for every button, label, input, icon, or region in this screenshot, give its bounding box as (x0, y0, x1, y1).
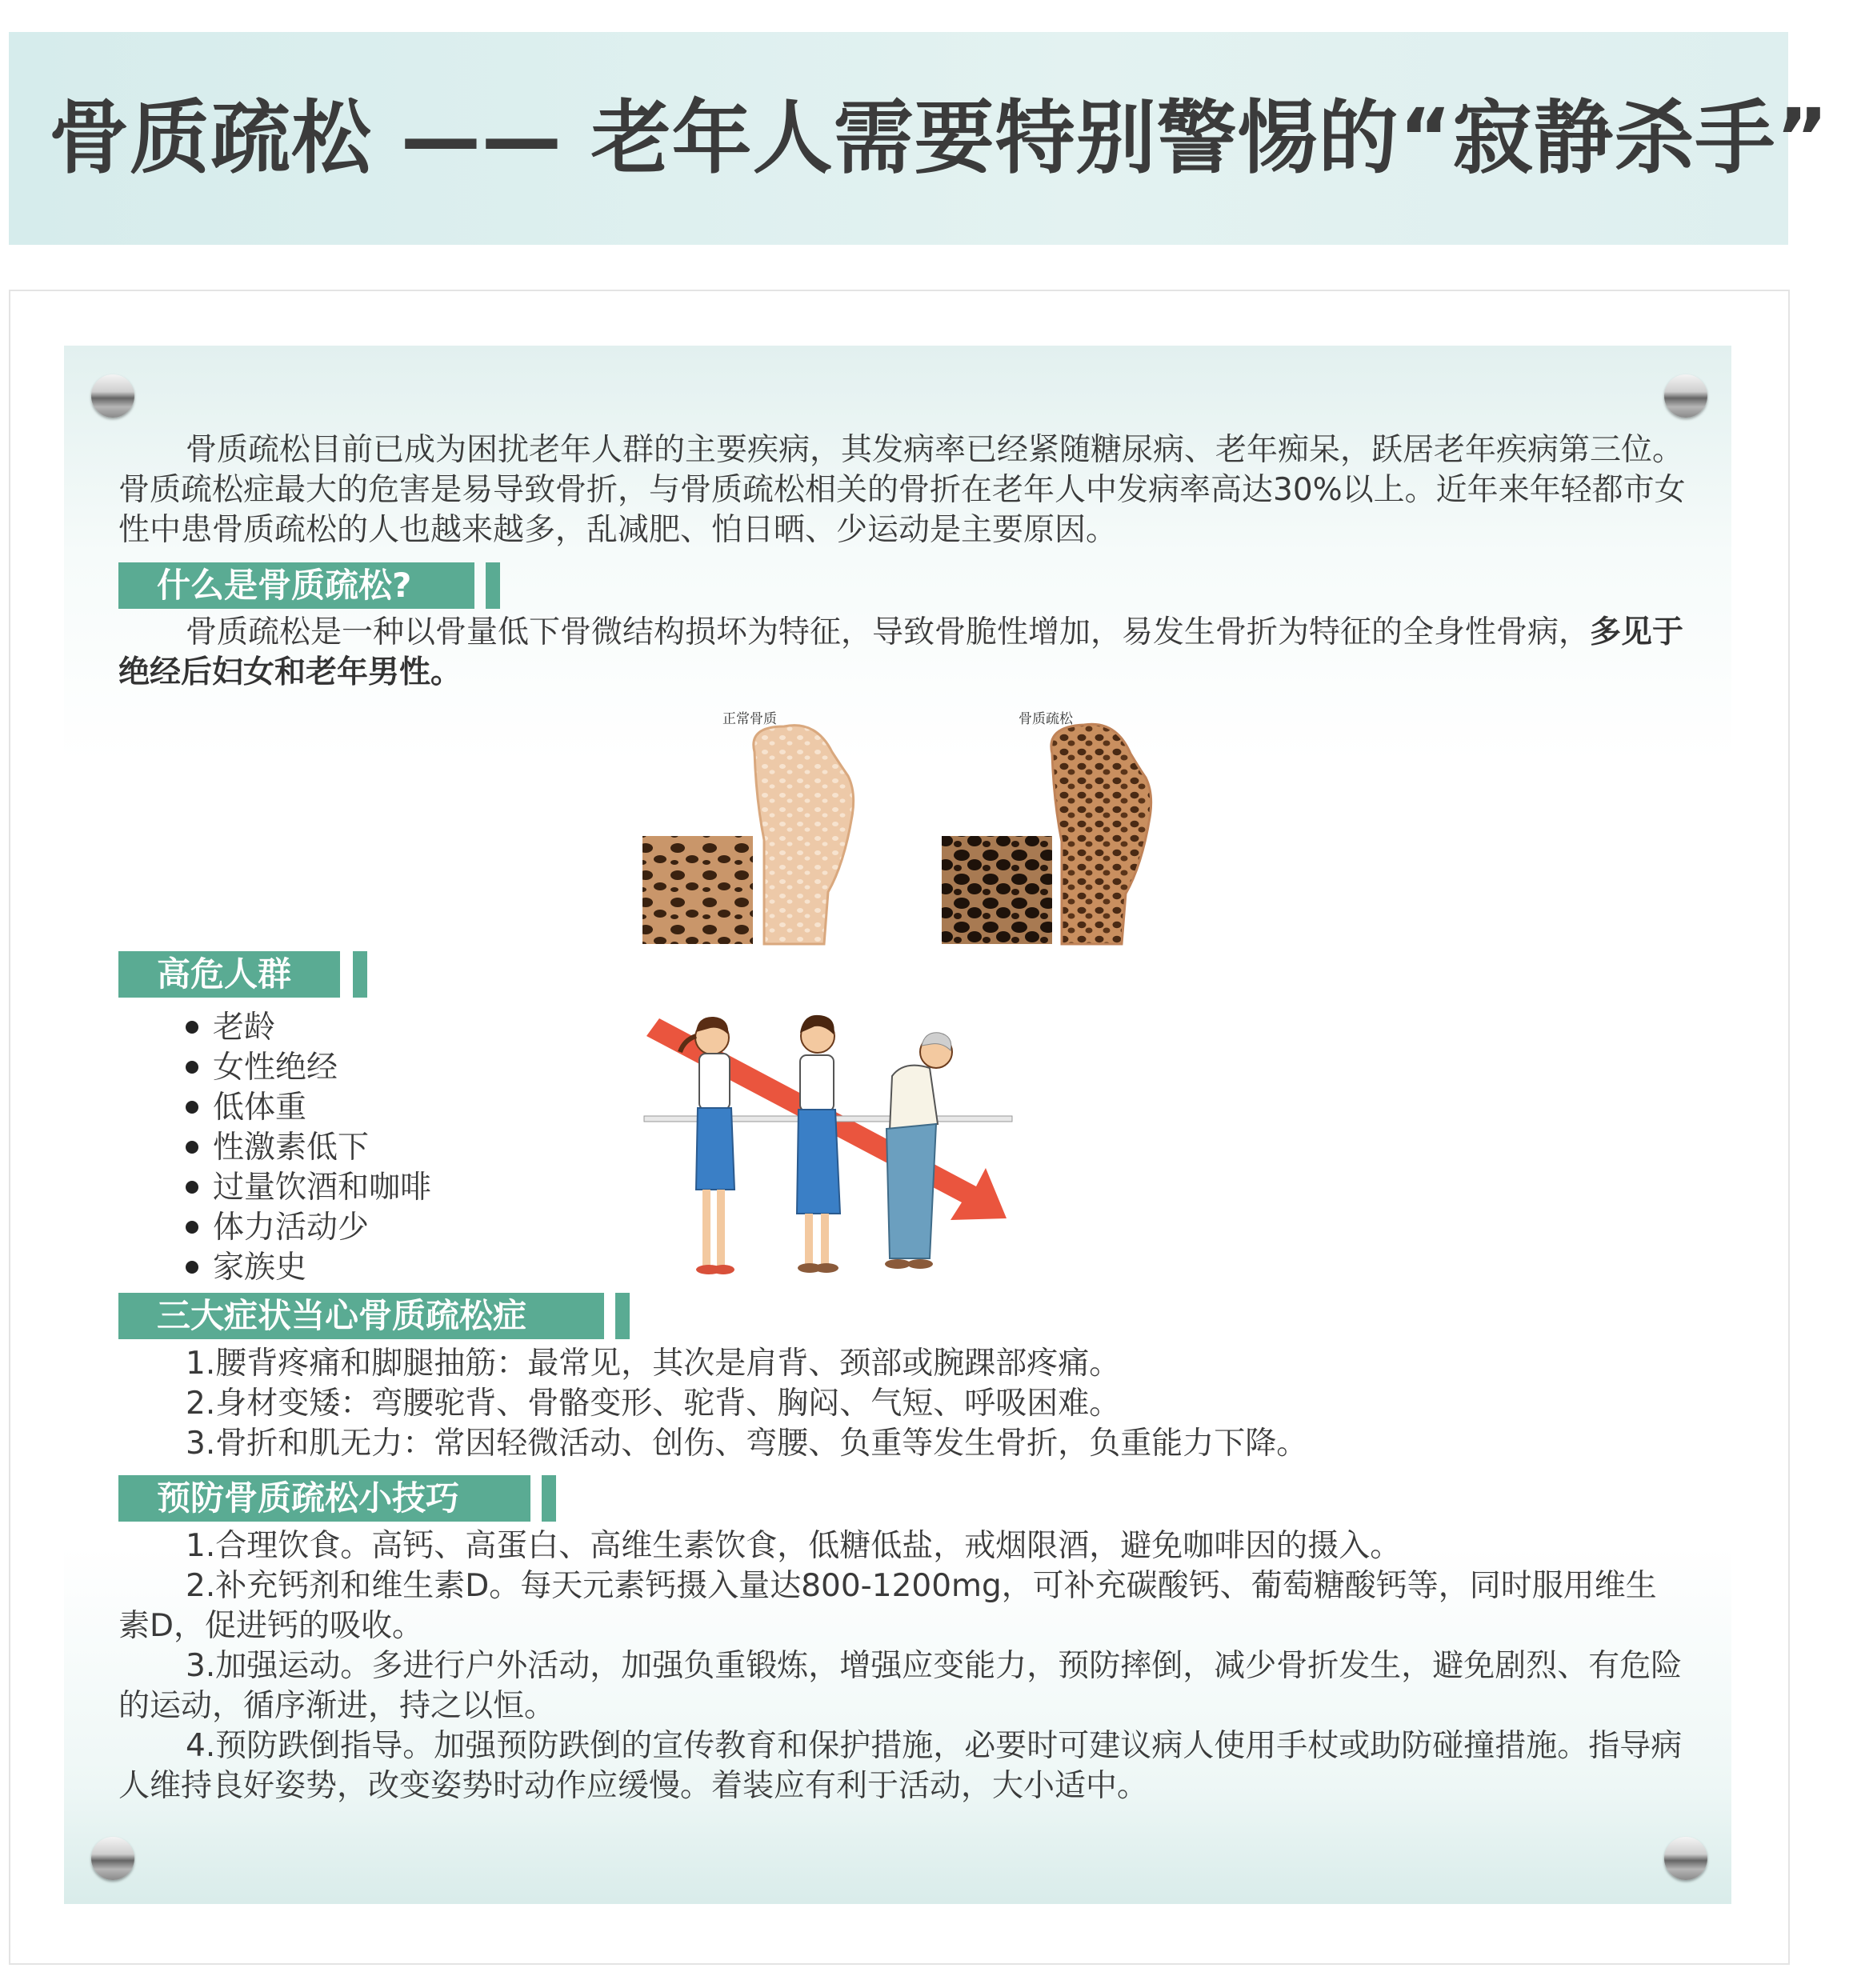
bullet-icon (186, 1061, 198, 1074)
screw-icon (91, 374, 134, 418)
section-heading-label: 预防骨质疏松小技巧 (157, 1478, 460, 1518)
definition-text: 骨质疏松是一种以骨量低下骨微结构损坏为特征，导致骨脆性增加，易发生骨折为特征的全身性骨病， (186, 614, 1591, 650)
definition-paragraph (118, 613, 1687, 693)
section-heading-label: 高危人群 (157, 954, 292, 994)
osteoporosis-bone-label: 骨质疏松 (1019, 711, 1073, 727)
prevention-item: 1.合理饮食。高钙、高蛋白、高维生素饮食，低糖低盐，戒烟限酒，避免咖啡因的摄入。 (186, 1528, 1402, 1564)
symptom-item: 2.身材变矮：弯腰驼背、骨骼变形、驼背、胸闷、气短、呼吸困难。 (186, 1386, 1121, 1422)
normal-bone-label: 正常骨质 (722, 711, 777, 727)
section-heading-what-is (118, 562, 474, 609)
definition-bold: 多见于绝经后妇女和老年男性。 (118, 614, 1684, 690)
list-item: 女性绝经 (186, 1048, 431, 1088)
heading-tab (486, 562, 500, 609)
bullet-icon (186, 1021, 198, 1034)
heading-tab (353, 951, 367, 998)
bullet-icon (186, 1181, 198, 1194)
list-item: 过量饮酒和咖啡 (186, 1168, 431, 1208)
screw-icon (91, 1837, 134, 1880)
list-item: 性激素低下 (186, 1128, 431, 1168)
symptom-item: 1.腰背疼痛和脚腿抽筋：最常见，其次是肩背、颈部或腕踝部疼痛。 (186, 1346, 1121, 1382)
posture-svg (640, 1004, 1016, 1300)
heading-tab (615, 1293, 630, 1339)
section-heading-label: 三大症状当心骨质疏松症 (157, 1296, 527, 1335)
list-item: 家族史 (186, 1248, 431, 1288)
posture-illustration (640, 1004, 1016, 1300)
intro-paragraph: 骨质疏松目前已成为困扰老年人群的主要疾病，其发病率已经紧随糖尿病、老年痴呆，跃居老年疾病第三位。骨质疏松症最大的危害是易导致骨折，与骨质疏松相关的骨折在老年人中发病率高达30%以上。近年来年轻都市女性中患骨质疏松的人也越来越多，乱减肥、怕日晒、少运动是主要原因。 (118, 432, 1686, 548)
list-item: 体力活动少 (186, 1208, 431, 1248)
bone-comparison-svg (636, 704, 1156, 948)
bullet-icon (186, 1101, 198, 1114)
section-heading-label: 什么是骨质疏松? (157, 566, 412, 605)
prevention-item: 2.补充钙剂和维生素D。每天元素钙摄入量达800-1200mg，可补充碳酸钙、葡萄糖酸钙等，同时服用维生素D，促进钙的吸收。 (118, 1568, 1657, 1644)
section-heading-risk (118, 951, 340, 998)
bullet-icon (186, 1221, 198, 1234)
prevention-item: 4.预防跌倒指导。加强预防跌倒的宣传教育和保护措施，必要时可建议病人使用手杖或助防碰撞措施。指导病人维持良好姿势，改变姿势时动作应缓慢。着装应有利于活动，大小适中。 (118, 1728, 1683, 1804)
header-banner (9, 32, 1830, 245)
prevention-item: 3.加强运动。多进行户外活动，加强负重锻炼，增强应变能力，预防摔倒，减少骨折发生，避免剧烈、有危险的运动，循序渐进，持之以恒。 (118, 1648, 1683, 1724)
bone-comparison-figure (636, 704, 1156, 948)
symptom-item: 3.骨折和肌无力：常因轻微活动、创伤、弯腰、负重等发生骨折，负重能力下降。 (186, 1426, 1308, 1462)
risk-list (186, 1008, 431, 1288)
screw-icon (1664, 1837, 1707, 1880)
list-item: 低体重 (186, 1088, 431, 1128)
page-title: 骨质疏松 —— 老年人需要特别警惕的“寂静杀手” (49, 91, 1830, 185)
bullet-icon (186, 1261, 198, 1274)
bullet-icon (186, 1141, 198, 1154)
section-heading-prevention (118, 1475, 530, 1522)
section-heading-symptoms (118, 1293, 604, 1339)
screw-icon (1664, 374, 1707, 418)
heading-tab (542, 1475, 556, 1522)
list-item: 老龄 (186, 1008, 431, 1048)
